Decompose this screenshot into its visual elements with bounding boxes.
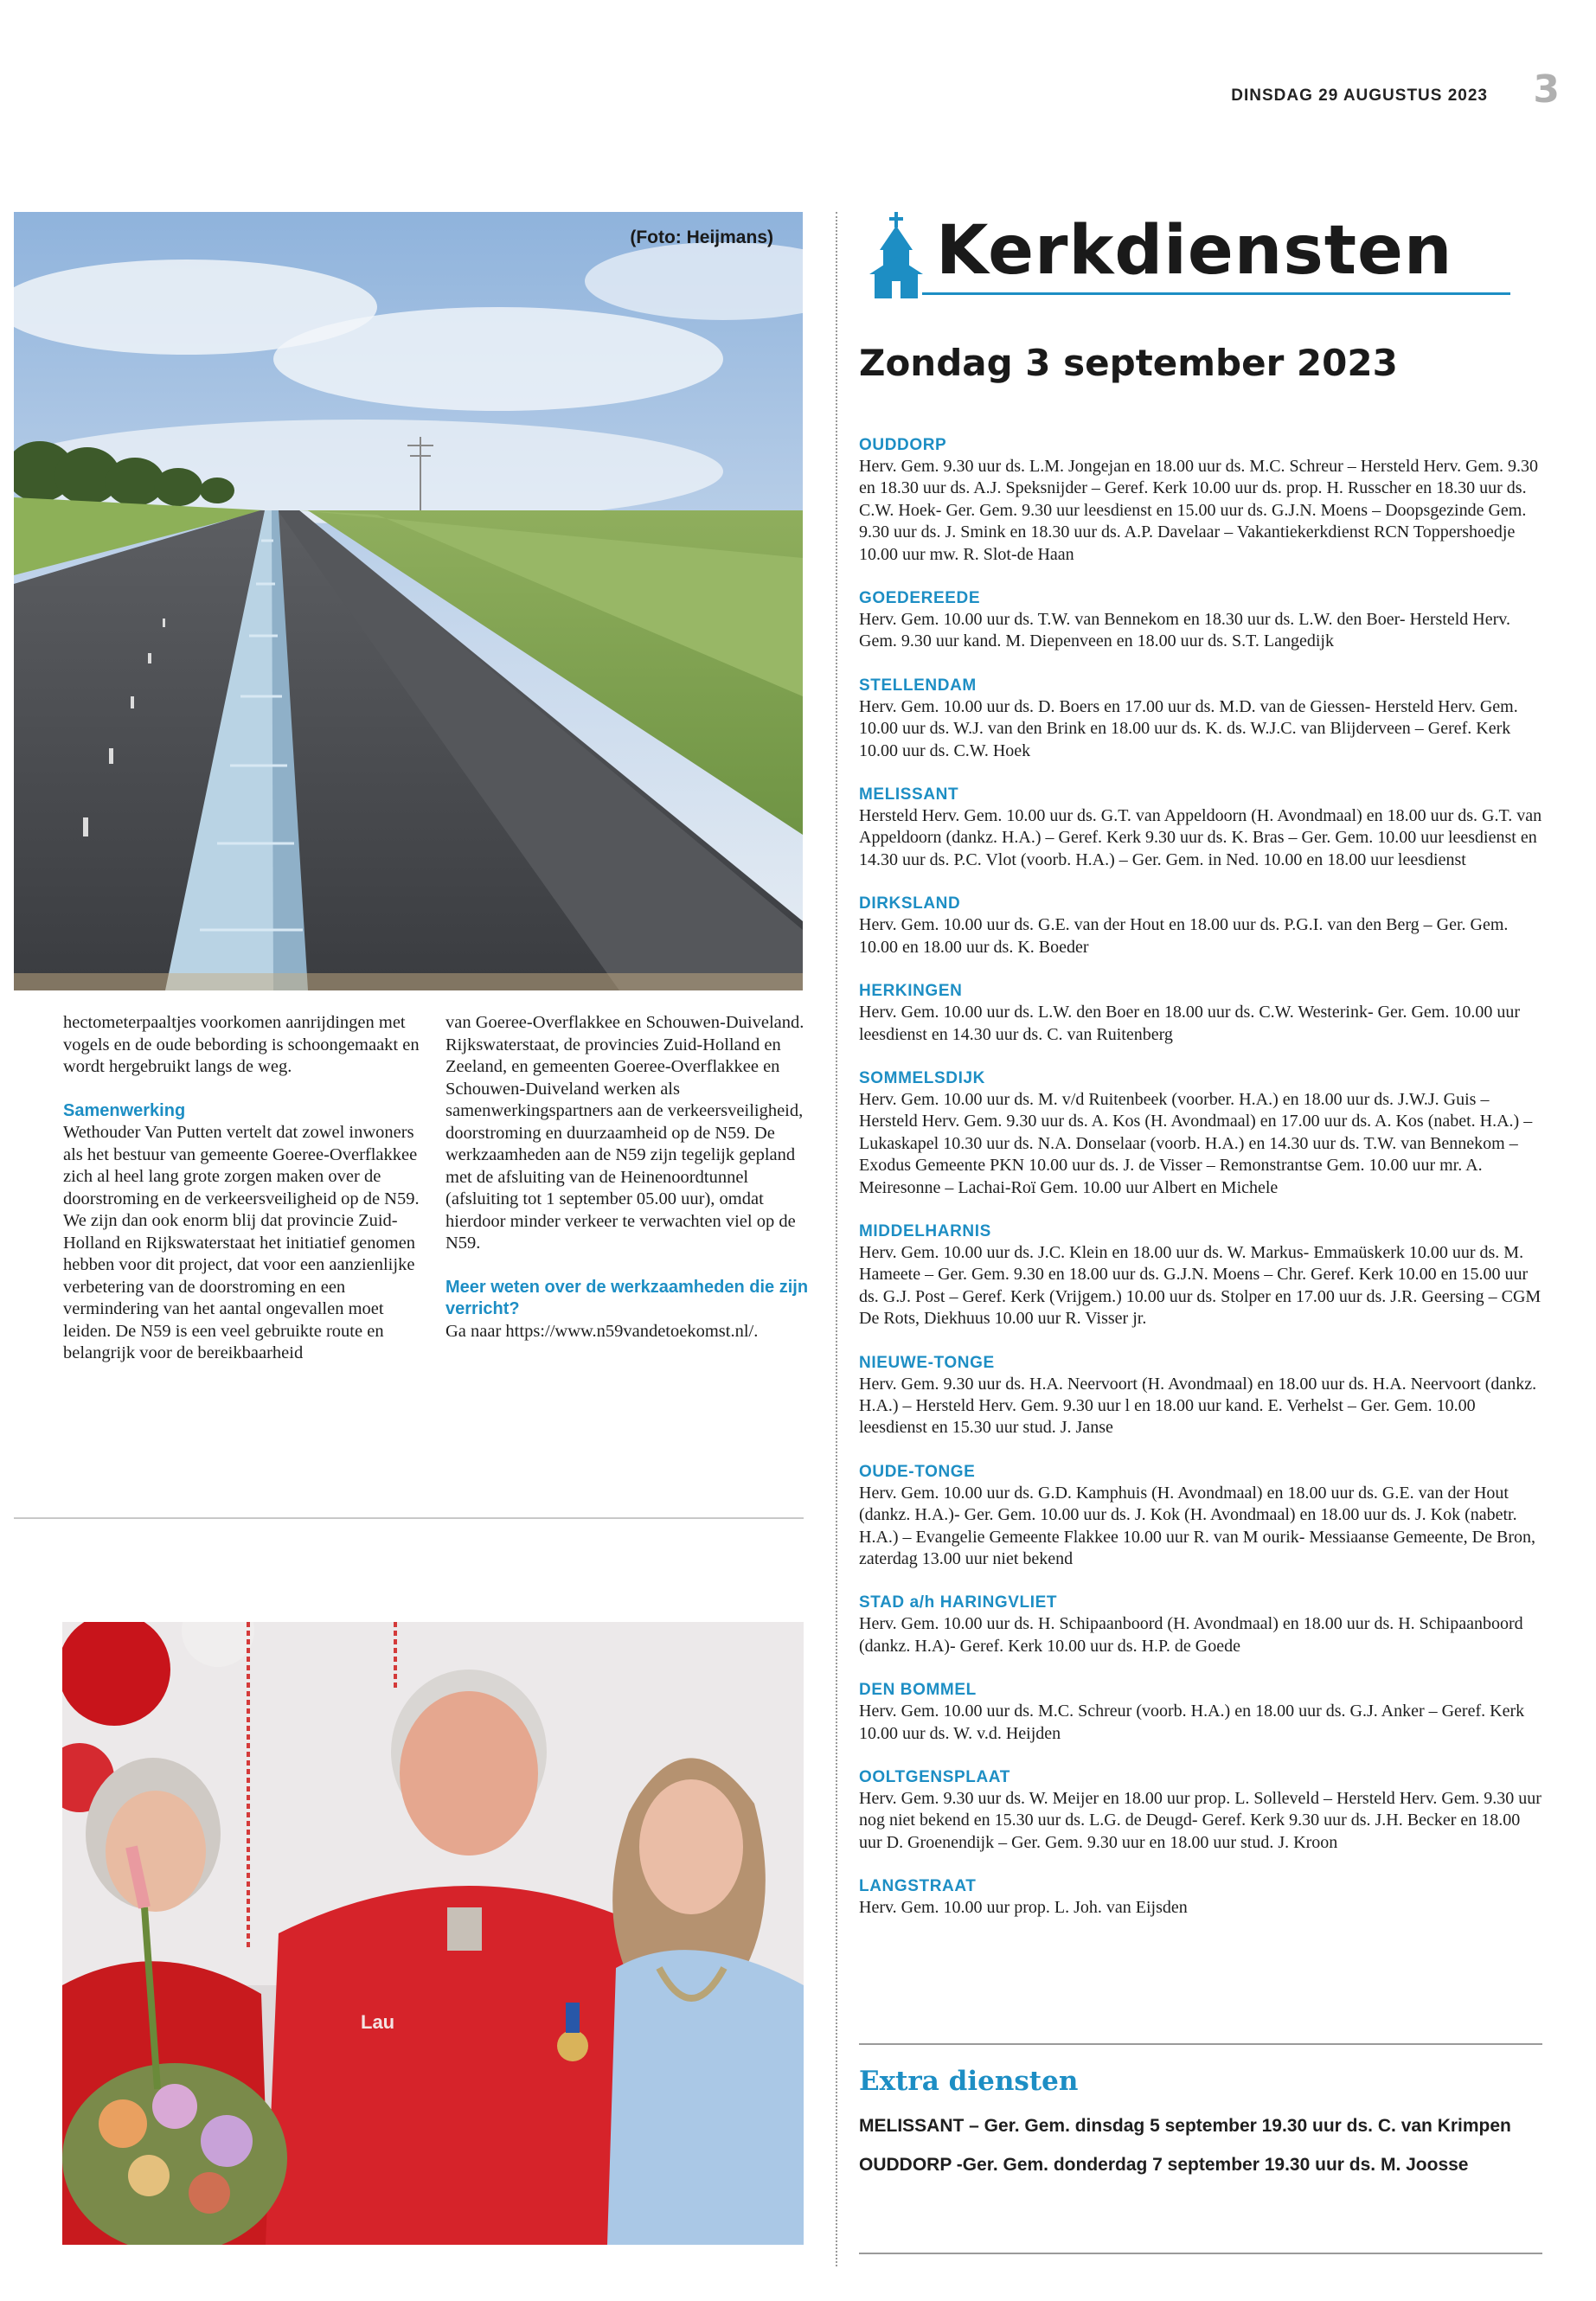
place-services: Herv. Gem. 10.00 uur ds. T.W. van Bennekom en 18.30 uur ds. L.W. den Boer- Hersteld Herv. Gem. 9.30 uur kand. M. Diepenveen en 18.00 uur ds. S.T. Langedijk <box>859 610 1510 651</box>
place-name: STELLENDAM <box>859 676 977 695</box>
church-icon <box>869 212 923 298</box>
list-item <box>859 1766 1547 1854</box>
road-photo <box>14 212 803 990</box>
article-intro: hectometerpaaltjes voorkomen aanrijdingen met vogels en de oude bebording is schoongemaakt en wordt hergebruikt langs de weg. <box>63 1013 420 1076</box>
page-number: 3 <box>1533 67 1560 112</box>
people-photo-image <box>62 1622 804 2245</box>
place-services: Herv. Gem. 10.00 uur ds. H. Schipaanboord (H. Avondmaal) en 18.00 uur ds. H. Schipaanboord (dankz. H.A)- Geref. Kerk 10.00 uur ds. H.P. de Goede <box>859 1614 1523 1656</box>
place-services: Herv. Gem. 10.00 uur ds. G.D. Kamphuis (H. Avondmaal) en 18.00 uur ds. G.E. van der Hout (dankz. H.A.)- Ger. Gem. 10.00 uur ds. J. Kok (H. Avondmaal) en 18.00 uur ds. J. Kok (nabetr. H.A.) – Evangelie Gemeente Flakkee 10.00 uur R. van M ourik- Messiaanse Gemeente, De Bron, zaterdag 13.00 uur niet bekend <box>859 1483 1536 1568</box>
photo-credit: (Foto: Heijmans) <box>630 228 773 247</box>
shirt-lettering: Lau <box>361 2011 395 2033</box>
article-divider <box>14 1517 804 1519</box>
header-date: DINSDAG 29 AUGUSTUS 2023 <box>1231 87 1488 105</box>
list-item <box>859 1352 1547 1439</box>
list-item <box>859 1875 1547 1919</box>
list-item <box>859 893 1547 958</box>
list-item <box>859 1067 1547 1199</box>
article-continuation: van Goeree-Overflakkee en Schouwen-Duiveland. Rijkswaterstaat, de provincies Zuid-Holland en Zeeland, en gemeenten Goeree-Overflakkee en Schouwen-Duiveland werken als samenwerkingspartners aan de verkeersveiligheid, doorstroming en duurzaamheid op de N59. De werkzaamheden aan de N59 zijn tegelijk gepland met de afsluiting van de Heinenoordtunnel (afsluiting tot 1 september 05.00 uur), omdat hierdoor minder verkeer te verwachten viel op de N59. <box>445 1013 804 1253</box>
road-photo-image <box>14 212 803 990</box>
extra-services-list <box>859 2114 1542 2192</box>
list-item: MELISSANT – Ger. Gem. dinsdag 5 september 19.30 uur ds. C. van Krimpen <box>859 2116 1511 2136</box>
list-item: OUDDORP -Ger. Gem. donderdag 7 september 19.30 uur ds. M. Joosse <box>859 2155 1469 2175</box>
list-item <box>859 1592 1547 1657</box>
list-item <box>859 1679 1547 1745</box>
place-name: SOMMELSDIJK <box>859 1068 985 1087</box>
place-name: OUDDORP <box>859 436 947 454</box>
article-column-left <box>63 1012 428 1365</box>
meer-weten-link-text: Ga naar https://www.n59vandetoekomst.nl/. <box>445 1321 759 1341</box>
section-heading-meer-weten: Meer weten over de werkzaamheden die zijn verricht? <box>445 1277 809 1318</box>
place-services: Herv. Gem. 10.00 uur ds. J.C. Klein en 18.00 uur ds. W. Markus- Emmaüskerk 10.00 uur ds. M. Hameete – Ger. Gem. 9.30 en 18.00 uur ds. G.J.N. Moens – Chr. Geref. Kerk 10.00 en 15.00 uur ds. G.J. Post – Geref. Kerk (Vrijgem.) 10.00 uur ds. Stolper en 17.00 uur ds. J.R. Geersing – CGM De Rots, Diekhuus 10.00 uur R. Visser jr. <box>859 1242 1542 1329</box>
list-item <box>859 980 1547 1046</box>
list-item <box>859 1461 1547 1571</box>
section-heading-samenwerking: Samenwerking <box>63 1100 186 1120</box>
section-title: Kerkdiensten <box>936 212 1453 290</box>
place-name: NIEUWE-TONGE <box>859 1353 995 1372</box>
list-item <box>859 675 1547 762</box>
place-name: LANGSTRAAT <box>859 1877 977 1896</box>
place-services: Herv. Gem. 10.00 uur ds. G.E. van der Hout en 18.00 uur ds. P.G.I. van den Berg – Ger. Gem. 10.00 en 18.00 uur ds. K. Boeder <box>859 915 1509 957</box>
place-services: Herv. Gem. 10.00 uur ds. M.C. Schreur (voorb. H.A.) en 18.00 uur ds. G.J. Anker – Geref. Kerk 10.00 uur ds. W. v.d. Heijden <box>859 1702 1525 1743</box>
list-item <box>859 784 1547 871</box>
samenwerking-paragraph: Wethouder Van Putten vertelt dat zowel inwoners als het bestuur van gemeente Goeree-Overflakkee zich al heel lang grote zorgen maken over de doorstroming en de verkeersveiligheid op de N59. We zijn dan ook enorm blij dat provincie Zuid-Holland en Rijkswaterstaat het initiatief genomen hebben voor dit project, dat voor een aanzienlijke verbetering van de doorstroming en een vermindering van het aantal ongevallen moet leiden. De N59 is een veel gebruikte route en belangrijk voor de bereikbaarheid <box>63 1123 420 1362</box>
place-name: DIRKSLAND <box>859 894 961 913</box>
place-services: Hersteld Herv. Gem. 10.00 uur ds. G.T. van Appeldoorn (H. Avondmaal) en 18.00 uur ds. G.T. van Appeldoorn (dankz. H.A.) – Geref. Kerk 9.30 uur ds. K. Bras – Ger. Gem. 10.00 uur leesdienst en 14.30 uur ds. P.C. Vlot (voorb. H.A.) – Ger. Gem. in Ned. 10.00 en 18.00 uur leesdienst <box>859 806 1542 869</box>
services-list <box>859 434 1547 1941</box>
place-name: HERKINGEN <box>859 982 963 1001</box>
place-name: DEN BOMMEL <box>859 1681 977 1700</box>
column-separator <box>836 212 837 2266</box>
place-services: Herv. Gem. 10.00 uur ds. D. Boers en 17.00 uur ds. M.D. van de Giessen- Hersteld Herv. Gem. 10.00 uur ds. W.J. van den Brink en 18.00 uur ds. K. ds. W.J.C. van Blijderveen – Geref. Kerk 10.00 uur ds. C.W. Hoek <box>859 696 1518 760</box>
place-services: Herv. Gem. 10.00 uur prop. L. Joh. van Eijsden <box>859 1898 1188 1918</box>
list-item <box>859 434 1547 566</box>
list-item <box>859 587 1547 653</box>
services-date: Zondag 3 september 2023 <box>859 342 1398 384</box>
title-rule <box>922 292 1510 295</box>
place-services: Herv. Gem. 9.30 uur ds. L.M. Jongejan en 18.00 uur ds. M.C. Schreur – Hersteld Herv. Gem. 9.30 en 18.30 uur ds. A.J. Speksnijder – Geref. Kerk 10.00 uur ds. prop. H. Russcher en 18.30 uur ds. C.W. Hoek- Ger. Gem. 9.30 uur leesdienst en 15.00 uur ds. G.J.N. Moens – Doopsgezinde Gem. 9.30 uur ds. J. Smink en 18.30 uur ds. A.P. Davelaar – Vakantiekerkdienst RCN Toppershoedje 10.00 uur mw. R. Slot-de Haan <box>859 457 1539 564</box>
place-name: OUDE-TONGE <box>859 1462 976 1481</box>
place-name: GOEDEREEDE <box>859 589 981 608</box>
article-column-right <box>445 1012 809 1343</box>
place-name: OOLTGENSPLAAT <box>859 1768 1010 1787</box>
place-name: MIDDELHARNIS <box>859 1221 991 1240</box>
place-name: MELISSANT <box>859 785 959 804</box>
bottom-divider <box>859 2253 1542 2254</box>
extra-services-title: Extra diensten <box>859 2066 1079 2097</box>
place-services: Herv. Gem. 9.30 uur ds. H.A. Neervoort (H. Avondmaal) en 18.00 uur ds. H.A. Neervoort (dankz. H.A.) – Hersteld Herv. Gem. 9.30 uur l en 18.00 uur kand. E. Verhelst – Ger. Gem. 10.00 leesdienst en 15.30 uur stud. J. Janse <box>859 1374 1537 1438</box>
people-photo <box>62 1622 804 2245</box>
list-item <box>859 1221 1547 1330</box>
place-services: Herv. Gem. 9.30 uur ds. W. Meijer en 18.00 uur prop. L. Solleveld – Hersteld Herv. Gem. 9.30 uur nog niet bekend en 15.30 uur ds. L.G. de Deugd- Geref. Kerk 9.30 uur ds. J.H. Becker en 18.00 uur D. Groenendijk – Ger. Gem. 9.30 uur en 18.00 uur stud. J. Kroon <box>859 1789 1542 1852</box>
place-services: Herv. Gem. 10.00 uur ds. L.W. den Boer en 18.00 uur ds. C.W. Westerink- Ger. Gem. 10.00 uur leesdienst en 14.30 uur ds. C. van Ruitenberg <box>859 1003 1521 1044</box>
place-services: Herv. Gem. 10.00 uur ds. M. v/d Ruitenbeek (voorber. H.A.) en 18.00 uur ds. J.W.J. Guis – Hersteld Herv. Gem. 9.30 uur ds. A. Kos (H. Avondmaal) en 17.00 uur ds. A. Kos (nabet. H.A.) – Lukaskapel 10.30 uur ds. N.A. Donselaar (voorb. H.A.) en 14.30 uur ds. T.W. van Bennekom – Exodus Gemeente PKN 10.00 uur ds. J. de Visser – Remonstrantse Gem. 10.00 uur mr. A. Meiresonne – Lachai-Roï Gem. 10.00 uur Albert en Michele <box>859 1089 1533 1197</box>
place-name: STAD a/h HARINGVLIET <box>859 1593 1058 1612</box>
extra-divider <box>859 2043 1542 2045</box>
